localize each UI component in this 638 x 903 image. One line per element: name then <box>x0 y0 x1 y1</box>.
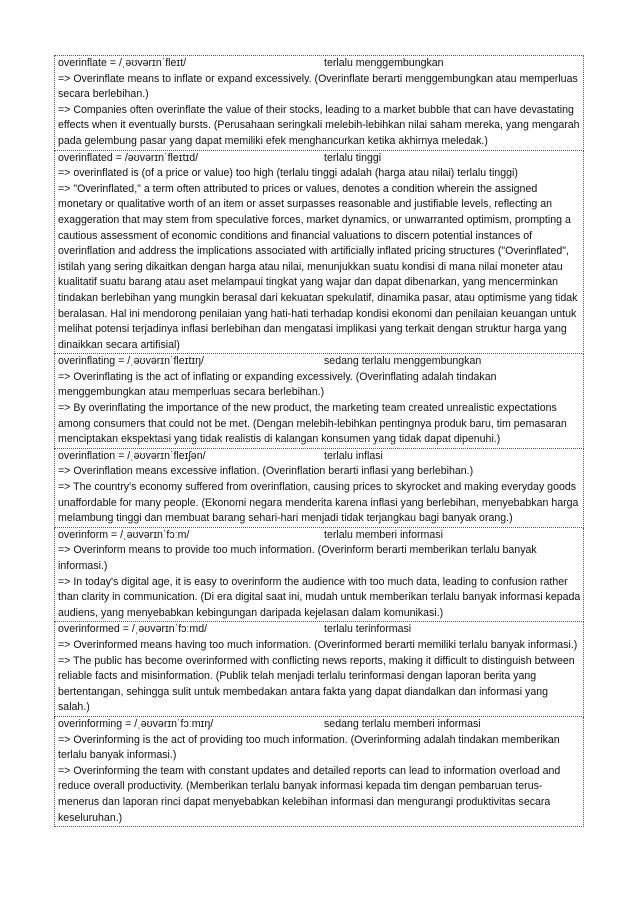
meaning: terlalu terinformasi <box>324 623 412 636</box>
definition-line: => Overinform means to provide too much information. (Overinform berarti memberikan terlalu banyak informasi.) <box>58 544 537 572</box>
definition-line: => overinflated is (of a price or value) too high (terlalu tinggi adalah (harga atau nilai) terlalu tinggi) <box>58 167 518 180</box>
entry-header <box>58 622 581 638</box>
definition-line: => Overinflating is the act of inflating or expanding excessively. (Overinflating adalah tindakan menggembungkan atau memperluas secara berlebihan.) <box>58 370 497 399</box>
meaning: sedang terlalu menggembungkan <box>324 355 482 368</box>
entry-overinforming <box>54 717 584 827</box>
example-line: => In today's digital age, it is easy to overinform the audience with too much data, leading to confusion rather than clarity in communication. (Di era digital saat ini, mudah untuk memberikan terlalu banyak informasi kepada audiens, yang menyebabkan kebingungan daripada kejelasan dalam komunikasi.) <box>58 575 581 619</box>
entry-header <box>58 528 581 544</box>
headword: overinflate = /ˌəʊvərɪnˈfleɪt/ <box>58 57 187 69</box>
headword: overinflated = /əʊvərɪnˈfleɪtɪd/ <box>58 151 199 164</box>
entry-overinflate <box>54 55 584 151</box>
entry-header <box>58 151 581 167</box>
example-line: => By overinflating the importance of the new product, the marketing team created unrealistic expectations among consumers that could not be met. (Dengan melebih-lebihkan pentingnya produk baru, tim pemasaran menciptakan ekspektasi yang tidak realistis di kalangan konsumen yang tidak dapat dipenuhi.) <box>58 402 567 446</box>
entry-overinflation <box>54 449 584 528</box>
example-line: => Overinforming the team with constant updates and detailed reports can lead to information overload and reduce overall productivity. (Memberikan terlalu banyak informasi kepada tim dengan pembaruan terus-menerus dan laporan rinci dapat menyebabkan kelebihan informasi dan mengurangi produktivitas secara keseluruhan.) <box>58 764 561 824</box>
definition-line: => Overinflation means excessive inflation. (Overinflation berarti inflasi yang berlebihan.) <box>58 465 474 478</box>
example-line: => The public has become overinformed with conflicting news reports, making it difficult to distinguish between reliable facts and misinformation. (Publik telah menjadi terlalu terinformasi dengan laporan berita yang bertentangan, sehingga sulit untuk membedakan antara fakta yang dapat diandalkan dan informasi yang salah.) <box>58 654 575 714</box>
headword: overinforming = /ˌəʊvərɪnˈfɔːmɪŋ/ <box>58 717 214 730</box>
dictionary-page <box>54 55 584 827</box>
entry-header <box>58 717 581 733</box>
entry-overinform <box>54 528 584 623</box>
example-line: => "Overinflated," a term often attributed to prices or values, denotes a condition wherein the assigned monetary or qualitative worth of an item or asset surpasses reasonable and justifiable levels, reflecting an exaggeration that may stem from speculative forces, market dynamics, or unwarranted optimism, prompting a cautious assessment of economic conditions and financial valuations to discern potential instances of overinflation and address the implications associated with artificially inflated pricing structures ("Overinflated", istilah yang sering dikaitkan dengan harga atau nilai, menunjukkan suatu kondisi di mana nilai moneter atau kualitatif suatu barang atau aset melampaui tingkat yang wajar dan dapat dibenarkan, yang mencerminkan tindakan berlebihan yang mungkin berasal dari kekuatan spekulatif, dinamika pasar, atau optimisme yang tidak beralasan. Hal ini mendorong penilaian yang hati-hati terhadap kondisi ekonomi dan penilaian keuangan untuk melihat potensi terjadinya inflasi berlebihan dan mengatasi implikasi yang terkait dengan struktur harga yang dinaikkan secara artifisial) <box>58 182 578 351</box>
headword: overinflating = /ˌəʊvərɪnˈfleɪtɪŋ/ <box>58 355 204 368</box>
entry-overinflated <box>54 151 584 355</box>
meaning: terlalu memberi informasi <box>324 528 443 541</box>
headword: overinform = /ˌəʊvərɪnˈfɔːm/ <box>58 528 190 541</box>
meaning: terlalu inflasi <box>324 449 383 462</box>
meaning: terlalu tinggi <box>324 151 382 164</box>
definition-line: => Overinflate means to inflate or expand excessively. (Overinflate berarti menggembungkan atau memperluas secara berlebihan.) <box>58 72 578 101</box>
definition-line: => Overinforming is the act of providing too much information. (Overinforming adalah tindakan memberikan terlalu banyak informasi.) <box>58 733 560 762</box>
meaning: sedang terlalu memberi informasi <box>324 717 481 730</box>
entry-overinflating <box>54 354 584 449</box>
meaning: terlalu menggembungkan <box>324 57 444 69</box>
example-line: => The country's economy suffered from overinflation, causing prices to skyrocket and making everyday goods unaffordable for many people. (Ekonomi negara menderita karena inflasi yang berlebihan, menyebabkan harga melambung tinggi dan membuat barang sehari-hari menjadi tidak terjangkau bagi banyak orang.) <box>58 481 579 525</box>
definition-line: => Overinformed means having too much information. (Overinformed berarti memiliki terlalu banyak informasi.) <box>58 638 578 651</box>
entry-overinformed <box>54 622 584 717</box>
headword: overinformed = /ˌəʊvərɪnˈfɔːmd/ <box>58 623 208 636</box>
entry-header <box>58 354 581 370</box>
example-line: => Companies often overinflate the value of their stocks, leading to a market bubble that can have devastating effects when it eventually bursts. (Perusahaan seringkali melebih-lebihkan nilai saham mereka, yang mengarah pada gelembung pasar yang dapat memiliki efek menghancurkan ketika akhirnya meledak.) <box>58 103 580 147</box>
headword: overinflation = /ˌəʊvərɪnˈfleɪʃən/ <box>58 449 206 462</box>
entry-header <box>58 449 581 465</box>
entry-header <box>58 56 581 72</box>
